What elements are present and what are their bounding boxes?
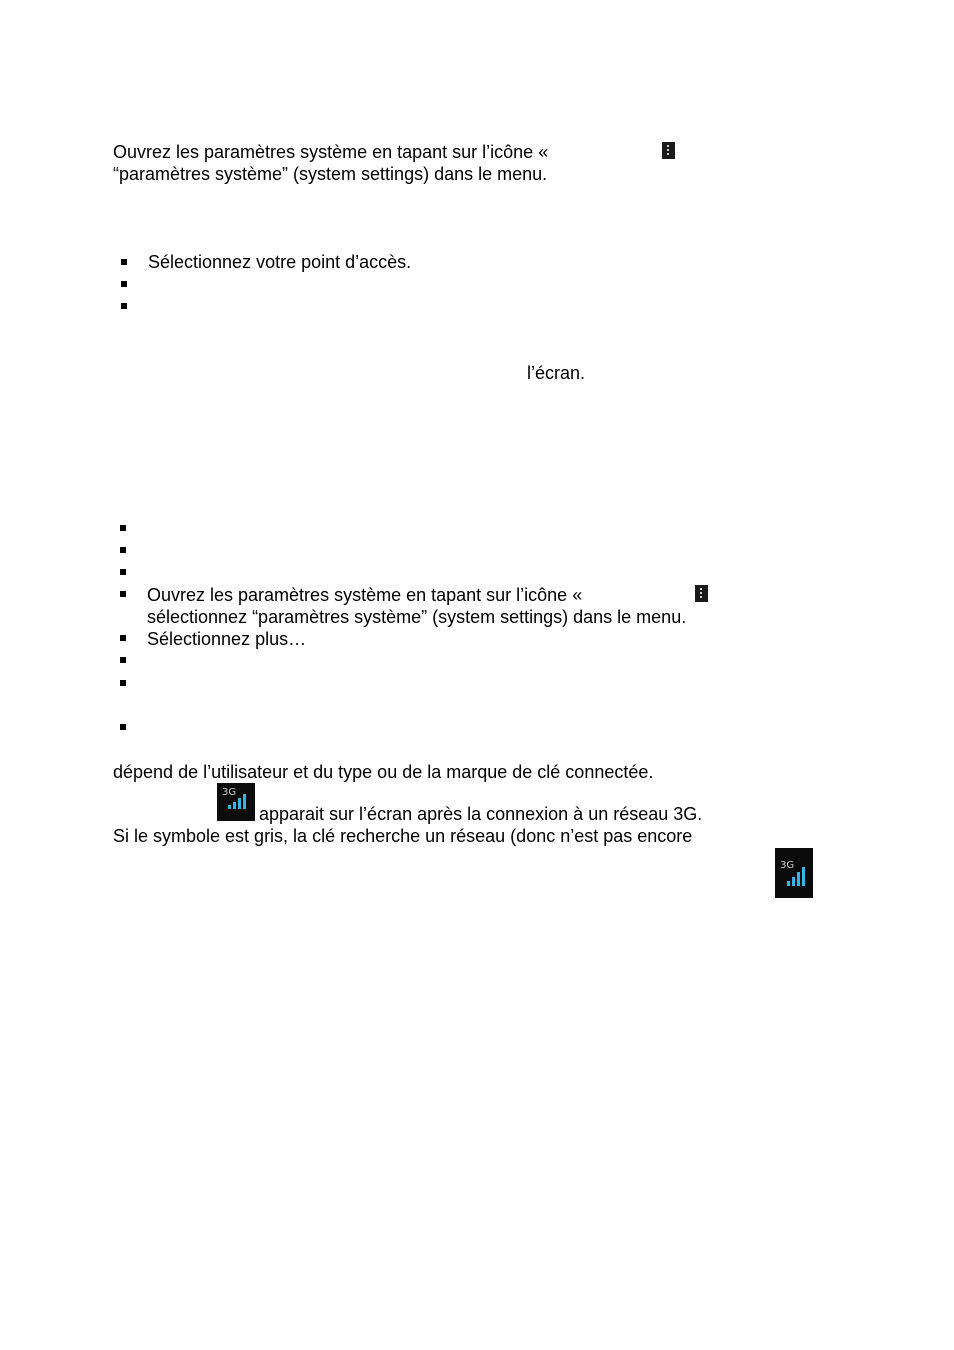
list-bullet (120, 680, 126, 686)
paragraph-line-2: apparait sur l’écran après la connexion à un réseau 3G. (259, 804, 703, 824)
list-bullet (120, 724, 126, 730)
list-item-more: Sélectionnez plus… (147, 629, 307, 649)
signal-bars-icon (787, 866, 809, 886)
signal-3g-searching-icon (775, 848, 813, 898)
list-bullet (120, 525, 126, 531)
menu-overflow-icon (662, 142, 675, 159)
signal-3g-label: 3G (780, 860, 795, 871)
paragraph-line-1: dépend de l’utilisateur et du type ou de la marque de clé connectée. (113, 762, 654, 782)
list-bullet (121, 259, 127, 265)
list-item-open-settings-cont: sélectionnez “paramètres système” (system settings) dans le menu. (147, 607, 687, 627)
list-bullet (121, 303, 127, 309)
list-bullet (120, 635, 126, 641)
list-bullet (120, 569, 126, 575)
paragraph-line-3: Si le symbole est gris, la clé recherche un réseau (donc n’est pas encore (113, 826, 693, 846)
list-item-open-settings: Ouvrez les paramètres système en tapant sur l’icône « (147, 585, 583, 605)
list-bullet (120, 657, 126, 663)
menu-overflow-icon (695, 585, 708, 602)
list-item-access-point: Sélectionnez votre point d’accès. (148, 252, 412, 272)
screen-text: l’écran. (527, 363, 586, 383)
list-bullet (120, 591, 126, 597)
instruction-line-1: Ouvrez les paramètres système en tapant sur l’icône « (113, 142, 549, 162)
signal-bars-icon (228, 793, 250, 809)
instruction-line-2: “paramètres système” (system settings) dans le menu. (113, 164, 548, 184)
list-bullet (121, 281, 127, 287)
signal-3g-label: 3G (222, 787, 237, 798)
list-bullet (120, 547, 126, 553)
signal-3g-icon (217, 783, 255, 821)
